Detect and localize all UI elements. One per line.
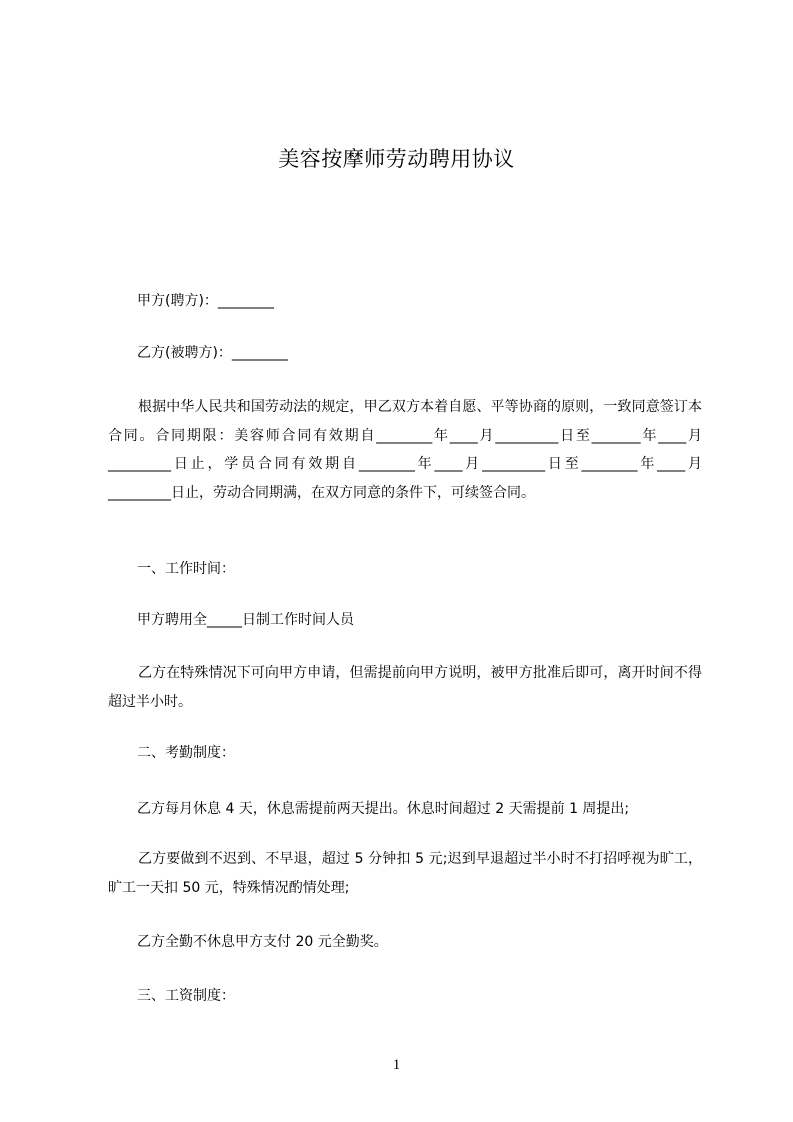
- page-number: 1: [392, 1057, 401, 1073]
- intro-paragraph: 根据中华人民共和国劳动法的规定，甲乙双方本着自愿、平等协商的原则，一致同意签订本合同。合同期限：美容师合同有效期自________年____月_________日至_______年____月_________日止，学员合同有效期自________年____月_________日至________年____月_________日止，劳动合同期满，在双方同意的条件下，可续签合同。: [108, 399, 702, 501]
- document-title: 美容按摩师劳动聘用协议: [278, 147, 515, 171]
- section-1-paragraph-2: 乙方在特殊情况下可向甲方申请，但需提前向甲方说明，被甲方批准后即可，离开时间不得超过半小时。: [108, 665, 702, 710]
- section-3-heading: 三、工资制度：: [137, 988, 235, 1004]
- section-2-paragraph-3: 乙方全勤不休息甲方支付 20 元全勤奖。: [137, 934, 388, 950]
- section-2-paragraph-2: 乙方要做到不迟到、不早退，超过 5 分钟扣 5 元;迟到早退超过半小时不打招呼视为旷工，旷工一天扣 50 元，特殊情况酌情处理;: [108, 851, 702, 896]
- section-2-heading: 二、考勤制度：: [137, 745, 235, 761]
- party-a-line: 甲方(聘方)：________: [137, 293, 274, 309]
- section-1-paragraph-1: 甲方聘用全_____日制工作时间人员: [137, 612, 354, 628]
- section-2-paragraph-1: 乙方每月休息 4 天，休息需提前两天提出。休息时间超过 2 天需提前 1 周提出;: [137, 801, 630, 817]
- section-1-heading: 一、工作时间：: [137, 561, 235, 577]
- party-b-line: 乙方(被聘方)：________: [137, 345, 288, 361]
